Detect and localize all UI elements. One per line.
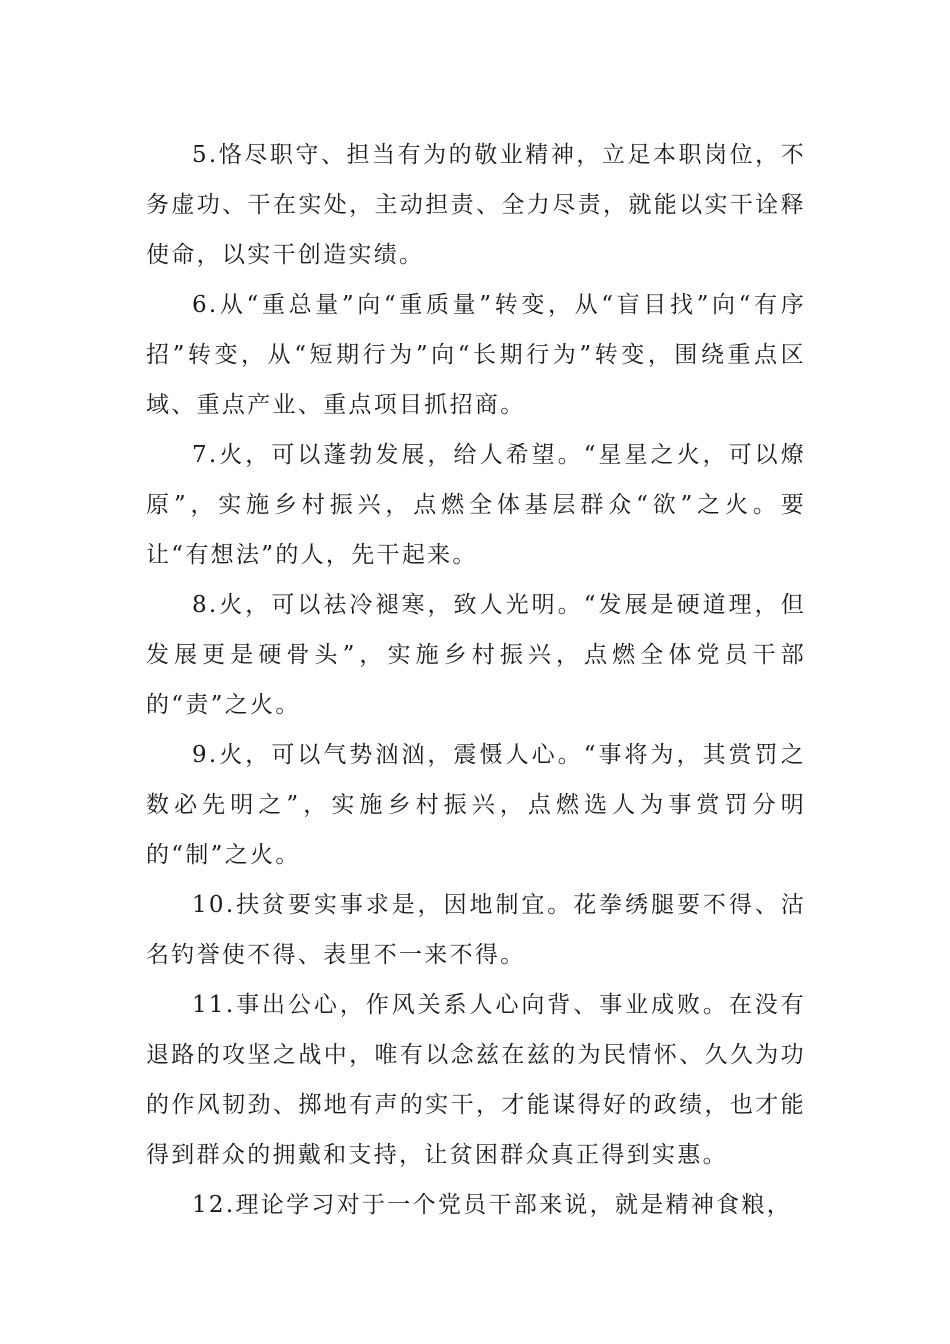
paragraph-9: 9.火，可以气势汹汹，震慑人心。“事将为，其赏罚之数必先明之”，实施乡村振兴，点燃选人为事赏罚分明的“制”之火。 bbox=[146, 742, 806, 868]
paragraph-10: 10.扶贫要实事求是，因地制宜。花拳绣腿要不得、沽名钓誉使不得、表里不一来不得。 bbox=[146, 892, 806, 968]
paragraph-12: 12.理论学习对于一个党员干部来说，就是精神食粮， bbox=[192, 1192, 793, 1218]
document-body bbox=[146, 130, 806, 1230]
paragraph-6: 6.从“重总量”向“重质量”转变，从“盲目找”向“有序招”转变，从“短期行为”向“长期行为”转变，围绕重点区域、重点产业、重点项目抓招商。 bbox=[146, 292, 806, 418]
paragraph-11: 11.事出公心，作风关系人心向背、事业成败。在没有退路的攻坚之战中，唯有以念兹在兹的为民情怀、久久为功的作风韧劲、掷地有声的实干，才能谋得好的政绩，也才能得到群众的拥戴和支持，让贫困群众真正得到实惠。 bbox=[146, 992, 806, 1168]
paragraph-7: 7.火，可以蓬勃发展，给人希望。“星星之火，可以燎原”，实施乡村振兴，点燃全体基层群众“欲”之火。要让“有想法”的人，先干起来。 bbox=[146, 442, 806, 568]
paragraph-8: 8.火，可以祛冷褪寒，致人光明。“发展是硬道理，但发展更是硬骨头”，实施乡村振兴，点燃全体党员干部的“责”之火。 bbox=[146, 592, 806, 718]
paragraph-5: 5.恪尽职守、担当有为的敬业精神，立足本职岗位，不务虚功、干在实处，主动担责、全力尽责，就能以实干诠释使命，以实干创造实绩。 bbox=[146, 142, 806, 268]
